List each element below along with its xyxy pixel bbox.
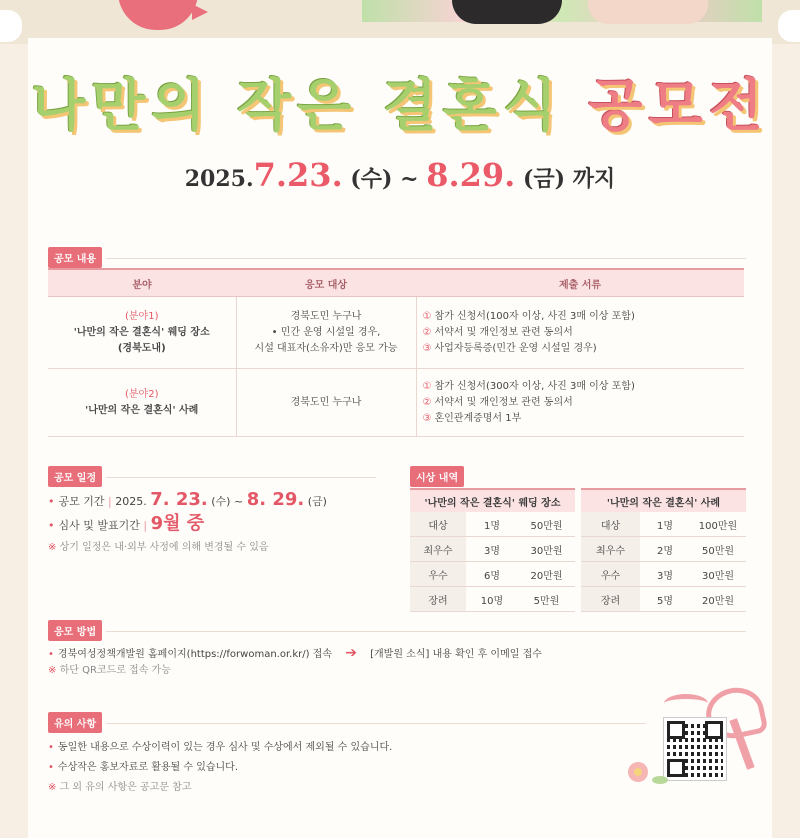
item-number: ③ bbox=[422, 412, 432, 424]
apply-instruction: 경북여성정책개발원 홈페이지(https://forwoman.or.kr/) 접속 bbox=[57, 649, 333, 660]
field-cell bbox=[48, 297, 236, 369]
documents-cell bbox=[416, 297, 744, 369]
awards-group-case: '나만의 작은 결혼식' 사례 bbox=[578, 489, 746, 512]
awards-table bbox=[410, 488, 746, 612]
ribbon-decoration bbox=[664, 694, 708, 713]
apply-note bbox=[48, 662, 748, 680]
item-number: ① bbox=[422, 310, 432, 322]
schedule-review-row: • 심사 및 발표기간 | 9월 중 bbox=[48, 513, 205, 534]
section-tag-awards: 시상 내역 bbox=[410, 466, 464, 487]
table-row bbox=[410, 537, 746, 562]
date-suffix: 까지 bbox=[572, 166, 616, 192]
documents-cell bbox=[416, 369, 744, 437]
award-prize: 5만원 bbox=[518, 587, 578, 612]
award-prize: 50만원 bbox=[518, 512, 578, 537]
award-grade: 최우수 bbox=[578, 537, 640, 562]
period-start: 7. 23. bbox=[150, 489, 208, 510]
apply-block bbox=[48, 644, 748, 680]
note-mark: ※ bbox=[48, 542, 57, 553]
title-word-4: 공모전 bbox=[588, 74, 769, 139]
column-header-field: 분야 bbox=[48, 269, 236, 297]
section-divider bbox=[106, 723, 646, 724]
contest-period bbox=[0, 156, 800, 194]
document-item bbox=[423, 411, 739, 427]
award-grade: 장려 bbox=[410, 587, 466, 612]
awards-group-venue: '나만의 작은 결혼식' 웨딩 장소 bbox=[410, 489, 578, 512]
caution-block bbox=[48, 738, 608, 798]
period-end-day: (금) bbox=[307, 495, 327, 508]
poster-title bbox=[0, 62, 800, 142]
date-end: 8.29. bbox=[426, 156, 516, 194]
schedule-note bbox=[48, 536, 378, 560]
period-start-day: (수) bbox=[211, 495, 231, 508]
document-text: 사업자등록증(민간 운영 시설일 경우) bbox=[434, 342, 597, 354]
section-tag-caution: 유의 사항 bbox=[48, 712, 102, 733]
target-cell bbox=[236, 369, 416, 437]
table-row bbox=[410, 512, 746, 537]
section-divider bbox=[106, 477, 376, 478]
section-divider bbox=[106, 631, 746, 632]
schedule-period-row: • 공모 기간 | 2025. 7. 23. (수) ~ 8. 29. (금) bbox=[48, 489, 327, 510]
award-prize: 30만원 bbox=[518, 537, 578, 562]
document-item bbox=[423, 325, 739, 341]
award-prize: 20만원 bbox=[690, 587, 746, 612]
award-prize: 20만원 bbox=[518, 562, 578, 587]
field-name: '나만의 작은 결혼식' 사례 bbox=[85, 404, 199, 416]
qr-finder-pattern bbox=[667, 759, 685, 777]
award-count: 3명 bbox=[640, 562, 690, 587]
section-divider bbox=[106, 258, 746, 259]
item-number: ② bbox=[422, 326, 432, 338]
date-tilde: ~ bbox=[400, 166, 419, 192]
caution-note bbox=[48, 778, 608, 798]
note-text: 그 외 유의 사항은 공고문 참고 bbox=[59, 782, 192, 793]
document-text: 참가 신청서(300자 이상, 사진 3매 이상 포함) bbox=[434, 380, 635, 392]
table-row bbox=[48, 369, 744, 437]
target-line: 경북도민 누구나 bbox=[290, 396, 362, 408]
table-row bbox=[410, 562, 746, 587]
title-word-2: 작은 bbox=[237, 74, 358, 139]
arrow-right-icon: ➔ bbox=[345, 645, 357, 661]
document-item bbox=[423, 309, 739, 325]
field-number: (분야1) bbox=[125, 310, 159, 322]
note-mark: ※ bbox=[48, 782, 57, 793]
item-number: ② bbox=[422, 396, 432, 408]
review-label: 심사 및 발표기간 bbox=[58, 519, 140, 532]
period-end: 8. 29. bbox=[246, 489, 305, 510]
field-number: (분야2) bbox=[125, 388, 159, 400]
award-count: 5명 bbox=[640, 587, 690, 612]
award-grade: 우수 bbox=[578, 562, 640, 587]
period-year: 2025. bbox=[115, 495, 147, 508]
field-name: '나만의 작은 결혼식' 웨딩 장소 bbox=[73, 326, 210, 338]
award-grade: 우수 bbox=[410, 562, 466, 587]
awards-header-row bbox=[410, 489, 746, 512]
date-year: 2025. bbox=[184, 166, 254, 192]
period-label: 공모 기간 bbox=[58, 495, 105, 508]
target-line: 시설 대표자(소유자)만 응모 가능 bbox=[254, 342, 398, 354]
caution-text: 동일한 내용으로 수상이력이 있는 경우 심사 및 수상에서 제외될 수 있습니다. bbox=[57, 742, 393, 753]
award-count: 2명 bbox=[640, 537, 690, 562]
section-tag-apply: 응모 방법 bbox=[48, 620, 102, 641]
award-grade: 대상 bbox=[410, 512, 466, 537]
caution-item: • 동일한 내용으로 수상이력이 있는 경우 심사 및 수상에서 제외될 수 있습니다. bbox=[48, 742, 393, 753]
qr-finder-pattern bbox=[705, 721, 723, 739]
schedule-block bbox=[48, 488, 378, 560]
document-text: 참가 신청서(100자 이상, 사진 3매 이상 포함) bbox=[434, 310, 635, 322]
award-prize: 100만원 bbox=[690, 512, 746, 537]
table-row bbox=[48, 297, 744, 369]
award-grade: 장려 bbox=[578, 587, 640, 612]
table-header-row bbox=[48, 269, 744, 297]
title-word-1: 나만의 bbox=[31, 74, 212, 139]
award-grade: 대상 bbox=[578, 512, 640, 537]
note-text: 하단 QR코드로 접속 가능 bbox=[59, 665, 171, 676]
note-mark: ※ bbox=[48, 665, 57, 676]
award-count: 10명 bbox=[466, 587, 518, 612]
date-start-day: (수) bbox=[350, 166, 393, 192]
award-count: 1명 bbox=[640, 512, 690, 537]
separator: | bbox=[143, 519, 148, 532]
leaf-icon bbox=[652, 776, 668, 784]
date-end-day: (금) bbox=[522, 166, 566, 192]
caution-item: • 수상작은 홍보자료로 활용될 수 있습니다. bbox=[48, 762, 239, 773]
item-number: ③ bbox=[422, 342, 432, 354]
award-count: 3명 bbox=[466, 537, 518, 562]
caution-text: 수상작은 홍보자료로 활용될 수 있습니다. bbox=[57, 762, 239, 773]
section-tag-content: 공모 내용 bbox=[48, 247, 102, 268]
apply-instruction-2: [개발원 소식] 내용 확인 후 이메일 접수 bbox=[370, 649, 542, 660]
document-text: 서약서 및 개인정보 관련 동의서 bbox=[434, 326, 573, 338]
table-row bbox=[410, 587, 746, 612]
document-item bbox=[423, 395, 739, 411]
document-item bbox=[423, 341, 739, 357]
separator: | bbox=[108, 495, 112, 508]
apply-line: • 경북여성정책개발원 홈페이지(https://forwoman.or.kr/) 접속 ➔ [개발원 소식] 내용 확인 후 이메일 접수 bbox=[48, 645, 542, 661]
contest-content-table bbox=[48, 268, 744, 437]
right-tab-decoration bbox=[778, 10, 800, 42]
award-count: 1명 bbox=[466, 512, 518, 537]
award-grade: 최우수 bbox=[410, 537, 466, 562]
flower-icon bbox=[628, 762, 648, 782]
qr-finder-pattern bbox=[667, 721, 685, 739]
groom-illustration bbox=[452, 0, 562, 24]
note-text: 상기 일정은 내·외부 사정에 의해 변경될 수 있음 bbox=[59, 542, 269, 553]
award-prize: 30만원 bbox=[690, 562, 746, 587]
item-number: ① bbox=[422, 380, 432, 392]
bride-illustration bbox=[588, 0, 708, 24]
review-value: 9월 중 bbox=[150, 513, 205, 534]
title-word-3: 결혼식 bbox=[382, 74, 563, 139]
award-prize: 50만원 bbox=[690, 537, 746, 562]
section-tag-schedule: 공모 일정 bbox=[48, 466, 102, 487]
field-sub: (경북도내) bbox=[117, 342, 166, 354]
qr-code[interactable] bbox=[664, 718, 726, 780]
column-header-documents: 제출 서류 bbox=[416, 269, 744, 297]
field-cell bbox=[48, 369, 236, 437]
document-text: 혼인관계증명서 1부 bbox=[434, 412, 522, 424]
target-line: 경북도민 누구나 bbox=[290, 310, 362, 322]
document-item bbox=[423, 379, 739, 395]
target-line: • 민간 운영 시설일 경우, bbox=[271, 326, 381, 338]
period-tilde: ~ bbox=[233, 495, 244, 508]
target-cell bbox=[236, 297, 416, 369]
award-count: 6명 bbox=[466, 562, 518, 587]
date-start: 7.23. bbox=[253, 156, 343, 194]
document-text: 서약서 및 개인정보 관련 동의서 bbox=[434, 396, 573, 408]
column-header-target: 응모 대상 bbox=[236, 269, 416, 297]
